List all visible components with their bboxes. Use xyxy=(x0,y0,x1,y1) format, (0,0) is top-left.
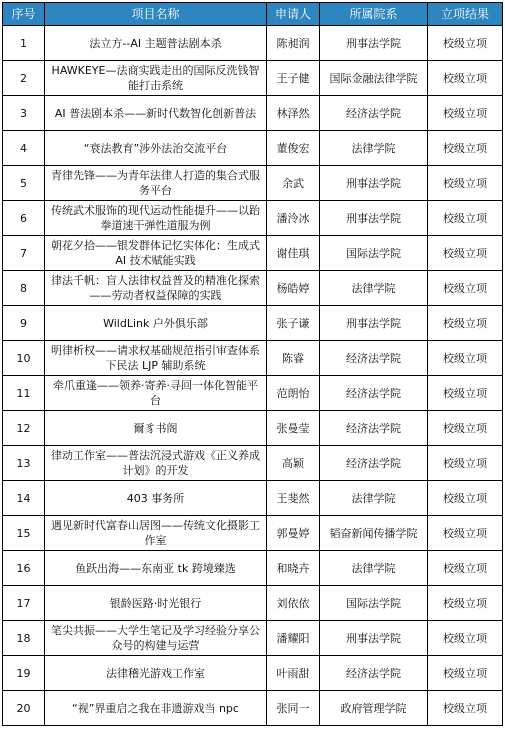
cell-project-name: 法立方--AI 主题普法剧本杀 xyxy=(45,26,267,61)
cell-project-name: 律法千帆：盲人法律权益普及的精准化探索——劳动者权益保障的实践 xyxy=(45,271,267,306)
cell-department: 国际金融法律学院 xyxy=(320,61,428,96)
cell-index: 9 xyxy=(3,306,45,341)
cell-index: 10 xyxy=(3,341,45,376)
cell-department: 刑事法学院 xyxy=(320,166,428,201)
cell-department: 政府管理学院 xyxy=(320,691,428,726)
cell-index: 20 xyxy=(3,691,45,726)
cell-project-name: AI 普法剧本杀——新时代数智化创新普法 xyxy=(45,96,267,131)
cell-department: 国际法学院 xyxy=(320,236,428,271)
cell-project-name: “视”界重启之我在非遗游戏当 npc xyxy=(45,691,267,726)
cell-result: 校级立项 xyxy=(428,166,503,201)
cell-applicant: 张同一 xyxy=(267,691,320,726)
table-row xyxy=(3,551,503,586)
header-applicant: 申请人 xyxy=(267,3,320,26)
cell-department: 经济法学院 xyxy=(320,411,428,446)
cell-result: 校级立项 xyxy=(428,621,503,656)
table-row xyxy=(3,236,503,271)
table-row xyxy=(3,586,503,621)
cell-applicant: 郭曼婷 xyxy=(267,516,320,551)
table-row xyxy=(3,376,503,411)
table-row xyxy=(3,691,503,726)
cell-applicant: 林泽然 xyxy=(267,96,320,131)
cell-project-name: WildLink 户外俱乐部 xyxy=(45,306,267,341)
table-row xyxy=(3,271,503,306)
cell-applicant: 和晓卉 xyxy=(267,551,320,586)
cell-index: 3 xyxy=(3,96,45,131)
cell-result: 校级立项 xyxy=(428,236,503,271)
project-table xyxy=(2,2,503,726)
cell-result: 校级立项 xyxy=(428,551,503,586)
cell-project-name: 青律先锋——为青年法律人打造的集合式服务平台 xyxy=(45,166,267,201)
cell-department: 经济法学院 xyxy=(320,341,428,376)
cell-department: 韬奋新闻传播学院 xyxy=(320,516,428,551)
cell-index: 4 xyxy=(3,131,45,166)
cell-applicant: 范朗怡 xyxy=(267,376,320,411)
cell-project-name: 遇见新时代富春山居图——传统文化摄影工作室 xyxy=(45,516,267,551)
cell-project-name: 传统武术服饰的现代运动性能提升——以跆拳道速干弹性道服为例 xyxy=(45,201,267,236)
table-row xyxy=(3,201,503,236)
cell-applicant: 叶雨甜 xyxy=(267,656,320,691)
cell-result: 校级立项 xyxy=(428,586,503,621)
table-row xyxy=(3,481,503,516)
header-project-name: 项目名称 xyxy=(45,3,267,26)
cell-department: 经济法学院 xyxy=(320,446,428,481)
table-row xyxy=(3,621,503,656)
cell-applicant: 王斐然 xyxy=(267,481,320,516)
header-index: 序号 xyxy=(3,3,45,26)
cell-applicant: 谢佳琪 xyxy=(267,236,320,271)
cell-index: 16 xyxy=(3,551,45,586)
cell-project-name: “衰法教育”涉外法治交流平台 xyxy=(45,131,267,166)
cell-index: 2 xyxy=(3,61,45,96)
table-row xyxy=(3,341,503,376)
cell-project-name: 法律稽光游戏工作室 xyxy=(45,656,267,691)
cell-result: 校级立项 xyxy=(428,306,503,341)
cell-department: 法律学院 xyxy=(320,481,428,516)
cell-applicant: 董俊宏 xyxy=(267,131,320,166)
cell-project-name: 鱼跃出海——东南亚 tk 跨境臻选 xyxy=(45,551,267,586)
table-row xyxy=(3,306,503,341)
cell-index: 13 xyxy=(3,446,45,481)
cell-applicant: 刘依依 xyxy=(267,586,320,621)
table-row xyxy=(3,656,503,691)
cell-department: 刑事法学院 xyxy=(320,26,428,61)
cell-applicant: 张子谦 xyxy=(267,306,320,341)
cell-applicant: 张曼莹 xyxy=(267,411,320,446)
cell-department: 刑事法学院 xyxy=(320,306,428,341)
cell-department: 国际法学院 xyxy=(320,586,428,621)
table-row xyxy=(3,61,503,96)
cell-project-name: 笔尖共振——大学生笔记及学习经验分享公众号的构建与运营 xyxy=(45,621,267,656)
cell-result: 校级立项 xyxy=(428,201,503,236)
cell-project-name: 明律析权——请求权基础规范指引审查体系下民法 LJP 辅助系统 xyxy=(45,341,267,376)
cell-department: 刑事法学院 xyxy=(320,621,428,656)
cell-project-name: 朝花夕拾——银发群体记忆实体化：生成式 AI 技术赋能实践 xyxy=(45,236,267,271)
cell-result: 校级立项 xyxy=(428,446,503,481)
cell-department: 法律学院 xyxy=(320,271,428,306)
cell-result: 校级立项 xyxy=(428,96,503,131)
cell-result: 校级立项 xyxy=(428,376,503,411)
cell-index: 6 xyxy=(3,201,45,236)
cell-project-name: 银龄医路·时光银行 xyxy=(45,586,267,621)
cell-index: 12 xyxy=(3,411,45,446)
cell-result: 校级立项 xyxy=(428,691,503,726)
cell-department: 经济法学院 xyxy=(320,656,428,691)
header-result: 立项结果 xyxy=(428,3,503,26)
cell-result: 校级立项 xyxy=(428,131,503,166)
cell-result: 校级立项 xyxy=(428,481,503,516)
table-row xyxy=(3,516,503,551)
cell-department: 经济法学院 xyxy=(320,376,428,411)
cell-project-name: 律动工作室——普法沉浸式游戏《正义养成计划》的开发 xyxy=(45,446,267,481)
cell-index: 19 xyxy=(3,656,45,691)
cell-index: 14 xyxy=(3,481,45,516)
table-body xyxy=(3,26,503,726)
cell-project-name: 爾豸书阁 xyxy=(45,411,267,446)
cell-applicant: 高颖 xyxy=(267,446,320,481)
cell-index: 5 xyxy=(3,166,45,201)
cell-department: 法律学院 xyxy=(320,131,428,166)
cell-result: 校级立项 xyxy=(428,271,503,306)
cell-index: 7 xyxy=(3,236,45,271)
cell-index: 1 xyxy=(3,26,45,61)
cell-index: 11 xyxy=(3,376,45,411)
cell-result: 校级立项 xyxy=(428,516,503,551)
cell-applicant: 陈昶润 xyxy=(267,26,320,61)
table-row xyxy=(3,131,503,166)
cell-index: 18 xyxy=(3,621,45,656)
cell-department: 经济法学院 xyxy=(320,96,428,131)
cell-applicant: 潘耀阳 xyxy=(267,621,320,656)
cell-result: 校级立项 xyxy=(428,656,503,691)
cell-result: 校级立项 xyxy=(428,26,503,61)
cell-applicant: 王子健 xyxy=(267,61,320,96)
cell-applicant: 余武 xyxy=(267,166,320,201)
table-row xyxy=(3,26,503,61)
table-row xyxy=(3,166,503,201)
cell-result: 校级立项 xyxy=(428,341,503,376)
table-row xyxy=(3,96,503,131)
cell-applicant: 杨皓婷 xyxy=(267,271,320,306)
cell-result: 校级立项 xyxy=(428,61,503,96)
cell-index: 15 xyxy=(3,516,45,551)
cell-project-name: 牵爪重逢——领养·寄养·寻回一体化智能平台 xyxy=(45,376,267,411)
cell-applicant: 潘泠冰 xyxy=(267,201,320,236)
cell-index: 8 xyxy=(3,271,45,306)
cell-department: 刑事法学院 xyxy=(320,201,428,236)
cell-applicant: 陈睿 xyxy=(267,341,320,376)
cell-project-name: HAWKEYE—法商实践走出的国际反洗钱智能打击系统 xyxy=(45,61,267,96)
cell-index: 17 xyxy=(3,586,45,621)
table-row xyxy=(3,446,503,481)
header-row xyxy=(3,3,503,26)
cell-result: 校级立项 xyxy=(428,411,503,446)
table-row xyxy=(3,411,503,446)
cell-project-name: 403 事务所 xyxy=(45,481,267,516)
header-department: 所属院系 xyxy=(320,3,428,26)
cell-department: 法律学院 xyxy=(320,551,428,586)
